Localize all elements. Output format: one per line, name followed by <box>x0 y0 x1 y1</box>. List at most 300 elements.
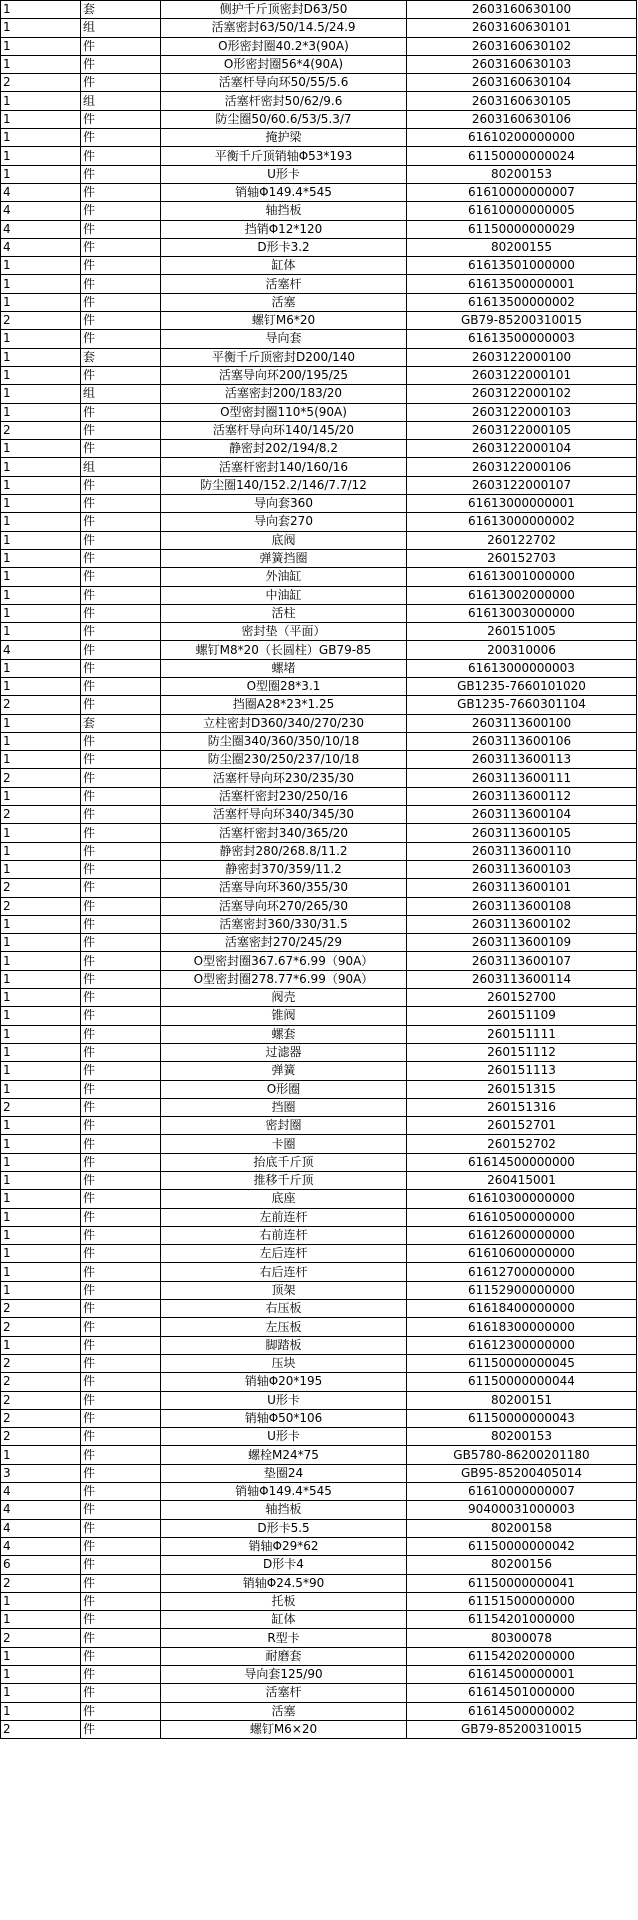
part-name-cell: 中油缸 <box>161 586 407 604</box>
quantity-cell: 1 <box>1 1062 81 1080</box>
table-row <box>1 1537 637 1555</box>
part-code-cell: 260152703 <box>407 549 637 567</box>
unit-cell: 件 <box>81 1281 161 1299</box>
part-name-cell: 挡圈A28*23*1.25 <box>161 696 407 714</box>
part-code-cell: 2603113600103 <box>407 860 637 878</box>
part-name-cell: 侧护千斤顶密封D63/50 <box>161 1 407 19</box>
unit-cell: 件 <box>81 1190 161 1208</box>
quantity-cell: 4 <box>1 220 81 238</box>
unit-cell: 件 <box>81 1647 161 1665</box>
quantity-cell: 1 <box>1 110 81 128</box>
table-row <box>1 74 637 92</box>
part-code-cell: 61612600000000 <box>407 1226 637 1244</box>
unit-cell: 件 <box>81 1080 161 1098</box>
part-code-cell: 61150000000041 <box>407 1574 637 1592</box>
part-name-cell: 销轴Φ20*195 <box>161 1373 407 1391</box>
unit-cell: 件 <box>81 1098 161 1116</box>
unit-cell: 件 <box>81 568 161 586</box>
table-row <box>1 1684 637 1702</box>
quantity-cell: 1 <box>1 1647 81 1665</box>
quantity-cell: 2 <box>1 421 81 439</box>
table-row <box>1 1409 637 1427</box>
unit-cell: 件 <box>81 1025 161 1043</box>
quantity-cell: 2 <box>1 1373 81 1391</box>
part-code-cell: 2603113600112 <box>407 787 637 805</box>
part-code-cell: 2603113600101 <box>407 879 637 897</box>
part-code-cell: 2603113600104 <box>407 806 637 824</box>
unit-cell: 件 <box>81 312 161 330</box>
part-code-cell: GB1235-7660101020 <box>407 677 637 695</box>
quantity-cell: 1 <box>1 1666 81 1684</box>
quantity-cell: 1 <box>1 787 81 805</box>
quantity-cell: 1 <box>1 513 81 531</box>
table-row <box>1 1025 637 1043</box>
part-name-cell: 平衡千斤顶密封D200/140 <box>161 348 407 366</box>
unit-cell: 件 <box>81 1226 161 1244</box>
part-code-cell: 2603113600106 <box>407 732 637 750</box>
part-code-cell: 260152701 <box>407 1117 637 1135</box>
table-row <box>1 1702 637 1720</box>
table-row <box>1 366 637 384</box>
quantity-cell: 1 <box>1 37 81 55</box>
quantity-cell: 1 <box>1 495 81 513</box>
part-name-cell: 导向套 <box>161 330 407 348</box>
quantity-cell: 1 <box>1 1684 81 1702</box>
unit-cell: 件 <box>81 787 161 805</box>
part-name-cell: D形卡5.5 <box>161 1519 407 1537</box>
table-row <box>1 1592 637 1610</box>
part-name-cell: 螺钉M8*20（长圆柱）GB79-85 <box>161 641 407 659</box>
part-name-cell: 托板 <box>161 1592 407 1610</box>
part-code-cell: 2603160630103 <box>407 55 637 73</box>
table-row <box>1 1391 637 1409</box>
unit-cell: 件 <box>81 1501 161 1519</box>
quantity-cell: 1 <box>1 677 81 695</box>
quantity-cell: 1 <box>1 1172 81 1190</box>
part-code-cell: 61613000000003 <box>407 659 637 677</box>
quantity-cell: 1 <box>1 1135 81 1153</box>
part-name-cell: 螺钉M6×20 <box>161 1720 407 1738</box>
quantity-cell: 2 <box>1 1098 81 1116</box>
unit-cell: 件 <box>81 1373 161 1391</box>
table-row <box>1 1226 637 1244</box>
table-row <box>1 1574 637 1592</box>
quantity-cell: 4 <box>1 1537 81 1555</box>
table-row <box>1 787 637 805</box>
part-name-cell: 活塞杆密封230/250/16 <box>161 787 407 805</box>
part-code-cell: GB79-85200310015 <box>407 312 637 330</box>
quantity-cell: 1 <box>1 604 81 622</box>
unit-cell: 套 <box>81 348 161 366</box>
unit-cell: 件 <box>81 1574 161 1592</box>
part-code-cell: 61614501000000 <box>407 1684 637 1702</box>
table-row <box>1 293 637 311</box>
part-code-cell: 2603113600109 <box>407 934 637 952</box>
quantity-cell: 1 <box>1 403 81 421</box>
part-name-cell: O形密封圈56*4(90A) <box>161 55 407 73</box>
part-code-cell: 2603113600110 <box>407 842 637 860</box>
table-row <box>1 312 637 330</box>
table-row <box>1 165 637 183</box>
part-code-cell: GB79-85200310015 <box>407 1720 637 1738</box>
part-code-cell: 2603113600111 <box>407 769 637 787</box>
unit-cell: 套 <box>81 714 161 732</box>
quantity-cell: 1 <box>1 659 81 677</box>
table-row <box>1 202 637 220</box>
unit-cell: 件 <box>81 989 161 1007</box>
unit-cell: 件 <box>81 806 161 824</box>
part-name-cell: 轴挡板 <box>161 202 407 220</box>
part-code-cell: 61610600000000 <box>407 1245 637 1263</box>
unit-cell: 件 <box>81 769 161 787</box>
part-code-cell: 61613002000000 <box>407 586 637 604</box>
quantity-cell: 4 <box>1 641 81 659</box>
part-code-cell: 200310006 <box>407 641 637 659</box>
unit-cell: 件 <box>81 879 161 897</box>
part-code-cell: 61613500000001 <box>407 275 637 293</box>
quantity-cell: 1 <box>1 568 81 586</box>
unit-cell: 组 <box>81 19 161 37</box>
quantity-cell: 2 <box>1 1318 81 1336</box>
unit-cell: 件 <box>81 641 161 659</box>
quantity-cell: 1 <box>1 476 81 494</box>
quantity-cell: 1 <box>1 1080 81 1098</box>
quantity-cell: 1 <box>1 55 81 73</box>
quantity-cell: 1 <box>1 129 81 147</box>
quantity-cell: 2 <box>1 897 81 915</box>
part-name-cell: U形卡 <box>161 165 407 183</box>
part-name-cell: 底座 <box>161 1190 407 1208</box>
unit-cell: 件 <box>81 220 161 238</box>
part-name-cell: 右压板 <box>161 1300 407 1318</box>
part-code-cell: 61150000000045 <box>407 1354 637 1372</box>
part-name-cell: 左前连杆 <box>161 1208 407 1226</box>
table-row <box>1 495 637 513</box>
table-row <box>1 1007 637 1025</box>
table-row <box>1 934 637 952</box>
part-name-cell: 推移千斤顶 <box>161 1172 407 1190</box>
unit-cell: 件 <box>81 1666 161 1684</box>
part-name-cell: 弹簧挡圈 <box>161 549 407 567</box>
table-row <box>1 1263 637 1281</box>
part-code-cell: 2603122000103 <box>407 403 637 421</box>
part-name-cell: R型卡 <box>161 1629 407 1647</box>
part-name-cell: 垫圈24 <box>161 1464 407 1482</box>
unit-cell: 件 <box>81 696 161 714</box>
part-code-cell: 260151111 <box>407 1025 637 1043</box>
part-name-cell: 活塞密封200/183/20 <box>161 385 407 403</box>
table-row <box>1 1153 637 1171</box>
part-name-cell: 脚踏板 <box>161 1336 407 1354</box>
unit-cell: 套 <box>81 1 161 19</box>
part-code-cell: 61610000000005 <box>407 202 637 220</box>
table-row <box>1 1720 637 1738</box>
table-row <box>1 1043 637 1061</box>
table-row <box>1 19 637 37</box>
table-row <box>1 549 637 567</box>
quantity-cell: 2 <box>1 806 81 824</box>
quantity-cell: 1 <box>1 19 81 37</box>
quantity-cell: 1 <box>1 293 81 311</box>
table-row <box>1 1098 637 1116</box>
table-row <box>1 403 637 421</box>
table-row <box>1 623 637 641</box>
table-row <box>1 952 637 970</box>
part-code-cell: 2603122000105 <box>407 421 637 439</box>
quantity-cell: 1 <box>1 531 81 549</box>
unit-cell: 件 <box>81 531 161 549</box>
unit-cell: 件 <box>81 495 161 513</box>
part-code-cell: 260151112 <box>407 1043 637 1061</box>
quantity-cell: 2 <box>1 74 81 92</box>
unit-cell: 件 <box>81 165 161 183</box>
part-name-cell: 左压板 <box>161 1318 407 1336</box>
quantity-cell: 1 <box>1 586 81 604</box>
part-name-cell: 活塞密封360/330/31.5 <box>161 915 407 933</box>
table-row <box>1 385 637 403</box>
quantity-cell: 4 <box>1 1519 81 1537</box>
table-row <box>1 1501 637 1519</box>
unit-cell: 件 <box>81 1592 161 1610</box>
table-row <box>1 1135 637 1153</box>
table-row <box>1 440 637 458</box>
unit-cell: 件 <box>81 1153 161 1171</box>
part-name-cell: O型密封圈367.67*6.99（90A） <box>161 952 407 970</box>
unit-cell: 件 <box>81 1336 161 1354</box>
unit-cell: 件 <box>81 623 161 641</box>
quantity-cell: 2 <box>1 1574 81 1592</box>
part-code-cell: 2603122000104 <box>407 440 637 458</box>
quantity-cell: 1 <box>1 1245 81 1263</box>
part-code-cell: 260152702 <box>407 1135 637 1153</box>
part-code-cell: 80200153 <box>407 165 637 183</box>
quantity-cell: 1 <box>1 1043 81 1061</box>
part-name-cell: 螺钉M6*20 <box>161 312 407 330</box>
unit-cell: 件 <box>81 1007 161 1025</box>
part-name-cell: 活塞导向环270/265/30 <box>161 897 407 915</box>
part-name-cell: 掩护梁 <box>161 129 407 147</box>
part-name-cell: 右后连杆 <box>161 1263 407 1281</box>
table-row <box>1 751 637 769</box>
unit-cell: 件 <box>81 915 161 933</box>
part-code-cell: 2603122000100 <box>407 348 637 366</box>
table-row <box>1 659 637 677</box>
table-row <box>1 1208 637 1226</box>
table-row <box>1 330 637 348</box>
part-code-cell: 61150000000029 <box>407 220 637 238</box>
unit-cell: 件 <box>81 1537 161 1555</box>
quantity-cell: 2 <box>1 1354 81 1372</box>
part-code-cell: 260152700 <box>407 989 637 1007</box>
unit-cell: 件 <box>81 202 161 220</box>
table-row <box>1 842 637 860</box>
table-row <box>1 1666 637 1684</box>
part-name-cell: 挡圈 <box>161 1098 407 1116</box>
part-code-cell: 80200153 <box>407 1428 637 1446</box>
part-name-cell: 立柱密封D360/340/270/230 <box>161 714 407 732</box>
table-row <box>1 129 637 147</box>
part-name-cell: 缸体 <box>161 1611 407 1629</box>
part-code-cell: 61610000000007 <box>407 183 637 201</box>
part-name-cell: 过滤器 <box>161 1043 407 1061</box>
part-code-cell: 2603122000101 <box>407 366 637 384</box>
quantity-cell: 6 <box>1 1556 81 1574</box>
quantity-cell: 1 <box>1 970 81 988</box>
part-name-cell: 抬底千斤顶 <box>161 1153 407 1171</box>
table-row <box>1 696 637 714</box>
part-code-cell: 61613000000001 <box>407 495 637 513</box>
part-name-cell: O形密封圈40.2*3(90A) <box>161 37 407 55</box>
part-name-cell: 导向套270 <box>161 513 407 531</box>
part-name-cell: 轴挡板 <box>161 1501 407 1519</box>
table-row <box>1 531 637 549</box>
quantity-cell: 1 <box>1 1281 81 1299</box>
part-name-cell: 导向套360 <box>161 495 407 513</box>
part-code-cell: 260415001 <box>407 1172 637 1190</box>
part-name-cell: 防尘圈140/152.2/146/7.7/12 <box>161 476 407 494</box>
part-code-cell: 61150000000042 <box>407 1537 637 1555</box>
quantity-cell: 4 <box>1 202 81 220</box>
part-name-cell: 密封垫（平面） <box>161 623 407 641</box>
quantity-cell: 1 <box>1 1611 81 1629</box>
unit-cell: 件 <box>81 1519 161 1537</box>
table-row <box>1 806 637 824</box>
part-code-cell: 61613003000000 <box>407 604 637 622</box>
part-name-cell: 防尘圈50/60.6/53/5.3/7 <box>161 110 407 128</box>
quantity-cell: 1 <box>1 989 81 1007</box>
table-row <box>1 1336 637 1354</box>
part-code-cell: 61618400000000 <box>407 1300 637 1318</box>
unit-cell: 件 <box>81 1611 161 1629</box>
quantity-cell: 2 <box>1 1300 81 1318</box>
quantity-cell: 1 <box>1 714 81 732</box>
part-name-cell: 螺套 <box>161 1025 407 1043</box>
table-row <box>1 586 637 604</box>
unit-cell: 件 <box>81 659 161 677</box>
unit-cell: 件 <box>81 1117 161 1135</box>
table-row <box>1 1373 637 1391</box>
part-name-cell: 活塞杆导向环340/345/30 <box>161 806 407 824</box>
part-code-cell: 260151315 <box>407 1080 637 1098</box>
unit-cell: 件 <box>81 1684 161 1702</box>
unit-cell: 件 <box>81 238 161 256</box>
part-code-cell: 61154202000000 <box>407 1647 637 1665</box>
part-code-cell: 2603113600102 <box>407 915 637 933</box>
quantity-cell: 2 <box>1 696 81 714</box>
unit-cell: 件 <box>81 257 161 275</box>
part-name-cell: 销轴Φ29*62 <box>161 1537 407 1555</box>
part-name-cell: 顶架 <box>161 1281 407 1299</box>
part-code-cell: 61613000000002 <box>407 513 637 531</box>
unit-cell: 件 <box>81 421 161 439</box>
unit-cell: 件 <box>81 549 161 567</box>
unit-cell: 件 <box>81 604 161 622</box>
part-code-cell: 80200151 <box>407 1391 637 1409</box>
table-row <box>1 513 637 531</box>
table-row <box>1 1483 637 1501</box>
part-name-cell: 活塞密封270/245/29 <box>161 934 407 952</box>
unit-cell: 件 <box>81 129 161 147</box>
part-name-cell: 活塞杆密封140/160/16 <box>161 458 407 476</box>
part-code-cell: 61610300000000 <box>407 1190 637 1208</box>
part-name-cell: 活塞杆密封50/62/9.6 <box>161 92 407 110</box>
quantity-cell: 1 <box>1 1208 81 1226</box>
part-name-cell: U形卡 <box>161 1391 407 1409</box>
part-code-cell: 61612300000000 <box>407 1336 637 1354</box>
table-row <box>1 37 637 55</box>
unit-cell: 件 <box>81 1135 161 1153</box>
unit-cell: 件 <box>81 1062 161 1080</box>
quantity-cell: 4 <box>1 183 81 201</box>
quantity-cell: 1 <box>1 1007 81 1025</box>
table-row <box>1 677 637 695</box>
table-row <box>1 1446 637 1464</box>
part-code-cell: 2603122000102 <box>407 385 637 403</box>
unit-cell: 件 <box>81 330 161 348</box>
unit-cell: 件 <box>81 183 161 201</box>
part-name-cell: 锥阀 <box>161 1007 407 1025</box>
table-row <box>1 604 637 622</box>
part-name-cell: 卡圈 <box>161 1135 407 1153</box>
table-row <box>1 1464 637 1482</box>
table-row <box>1 989 637 1007</box>
unit-cell: 件 <box>81 110 161 128</box>
table-row <box>1 1117 637 1135</box>
unit-cell: 件 <box>81 1409 161 1427</box>
part-name-cell: 活塞密封63/50/14.5/24.9 <box>161 19 407 37</box>
unit-cell: 件 <box>81 1629 161 1647</box>
part-code-cell: 61618300000000 <box>407 1318 637 1336</box>
table-row <box>1 769 637 787</box>
table-row <box>1 348 637 366</box>
quantity-cell: 1 <box>1 1592 81 1610</box>
unit-cell: 件 <box>81 440 161 458</box>
part-code-cell: 80200156 <box>407 1556 637 1574</box>
part-code-cell: 90400031000003 <box>407 1501 637 1519</box>
unit-cell: 件 <box>81 1172 161 1190</box>
part-name-cell: U形卡 <box>161 1428 407 1446</box>
table-row <box>1 147 637 165</box>
part-code-cell: 260151005 <box>407 623 637 641</box>
part-name-cell: 销轴Φ24.5*90 <box>161 1574 407 1592</box>
part-name-cell: 阀壳 <box>161 989 407 1007</box>
unit-cell: 件 <box>81 513 161 531</box>
table-row <box>1 1629 637 1647</box>
part-code-cell: 80200155 <box>407 238 637 256</box>
table-row <box>1 860 637 878</box>
part-code-cell: 2603160630101 <box>407 19 637 37</box>
part-code-cell: 61614500000000 <box>407 1153 637 1171</box>
quantity-cell: 4 <box>1 1501 81 1519</box>
table-row <box>1 1519 637 1537</box>
part-code-cell: 2603160630102 <box>407 37 637 55</box>
quantity-cell: 1 <box>1 330 81 348</box>
part-name-cell: 活塞杆 <box>161 1684 407 1702</box>
unit-cell: 件 <box>81 403 161 421</box>
table-row <box>1 92 637 110</box>
unit-cell: 件 <box>81 934 161 952</box>
part-code-cell: 2603113600105 <box>407 824 637 842</box>
part-code-cell: 2603113600100 <box>407 714 637 732</box>
table-row <box>1 1190 637 1208</box>
part-name-cell: 静密封370/359/11.2 <box>161 860 407 878</box>
part-code-cell: GB5780-86200201180 <box>407 1446 637 1464</box>
table-row <box>1 714 637 732</box>
part-name-cell: 活柱 <box>161 604 407 622</box>
table-row <box>1 220 637 238</box>
part-name-cell: 平衡千斤顶销轴Φ53*193 <box>161 147 407 165</box>
part-name-cell: 导向套125/90 <box>161 1666 407 1684</box>
